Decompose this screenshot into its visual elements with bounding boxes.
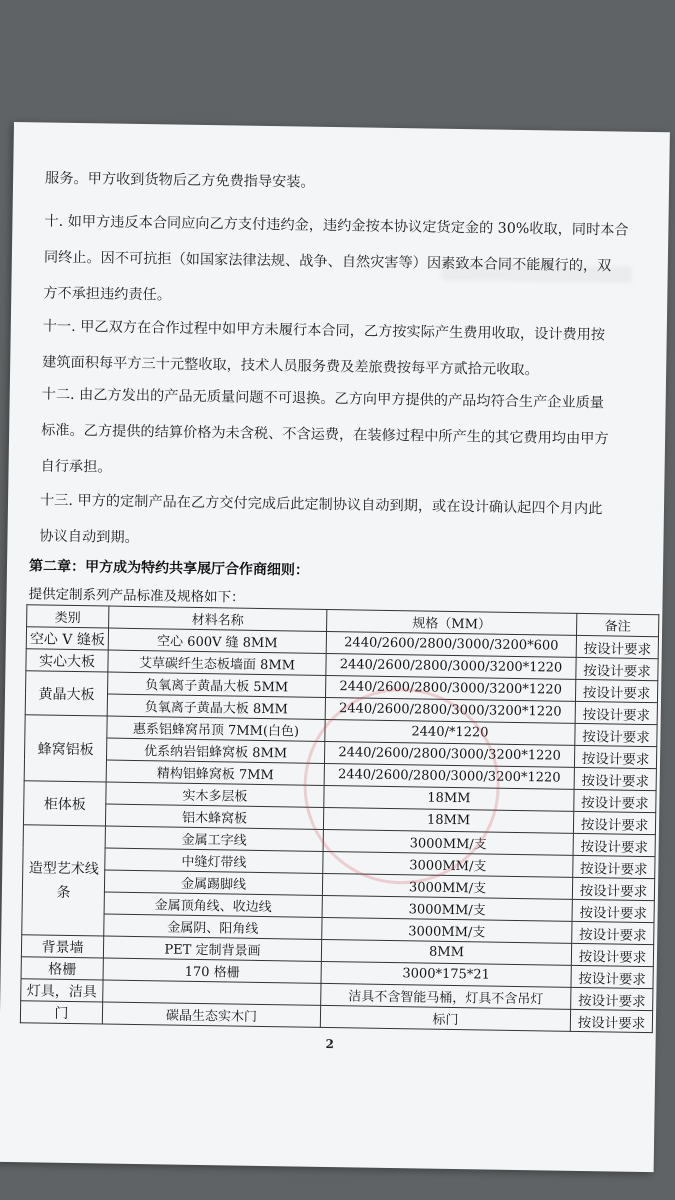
text-line: 标准。乙方提供的结算价格为未含税、不含运费，在装修过程中所产生的其它费用均由甲方 xyxy=(41,422,609,448)
cell-note: 按设计要求 xyxy=(574,767,656,790)
cell-note: 按设计要求 xyxy=(576,657,658,680)
cell-material: 惠系铝蜂窝吊顶 7MM(白色) xyxy=(107,716,325,741)
cell-spec: 2440/2600/2800/3000/3200*600 xyxy=(326,631,576,657)
cell-category: 蜂窝铝板 xyxy=(24,715,107,782)
document-page xyxy=(0,122,670,1172)
table-body xyxy=(20,627,658,1033)
cell-spec: 2440/2600/2800/3000/3200*1220 xyxy=(324,763,574,789)
cell-material: 中缝灯带线 xyxy=(105,848,323,873)
text-line: 建筑面积每平方三十元整收取，技术人员服务费及差旅费按每平方贰拾元收取。 xyxy=(42,354,539,379)
cell-material: 金属踢脚线 xyxy=(104,870,322,895)
cell-material: 负氧离子黄晶大板 5MM xyxy=(108,672,326,697)
cell-spec: 洁具不含智能马桶，灯具不含吊灯 xyxy=(321,983,571,1009)
cell-note: 按设计要求 xyxy=(572,877,654,900)
cell-spec: 3000MM/支 xyxy=(322,917,572,943)
cell-note: 按设计要求 xyxy=(573,833,655,856)
cell-note: 按设计要求 xyxy=(571,987,653,1010)
cell-note: 按设计要求 xyxy=(574,745,656,768)
cell-note: 按设计要求 xyxy=(573,811,655,834)
cell-note: 按设计要求 xyxy=(572,899,654,922)
cell-spec: 2440/2600/2800/3000/3200*1220 xyxy=(325,675,575,701)
paragraph-intro xyxy=(45,160,645,205)
cell-spec: 18MM xyxy=(324,785,574,811)
cell-note: 按设计要求 xyxy=(573,855,655,878)
cell-material: 铝木蜂窝板 xyxy=(105,804,323,829)
text-line: 协议自动到期。 xyxy=(39,528,139,547)
cell-note: 按设计要求 xyxy=(575,679,657,702)
cell-note: 按设计要求 xyxy=(571,943,653,966)
cell-material: 艾草碳纤生态板墙面 8MM xyxy=(108,650,326,675)
cell-material: 优系纳岩铝蜂窝板 8MM xyxy=(106,738,324,763)
header-material: 材料名称 xyxy=(109,606,327,631)
cell-spec: 标门 xyxy=(320,1005,570,1031)
text-line: 十一. 甲乙双方在合作过程中如甲方未履行本合同，乙方按实际产生费用收取，设计费用按 xyxy=(42,318,606,344)
cell-spec: 2440/*1220 xyxy=(325,719,575,745)
cell-category: 背景墙 xyxy=(21,935,103,958)
paragraph-clause-12 xyxy=(40,376,642,493)
table-intro: 提供定制系列产品标准及规格如下： xyxy=(28,586,245,606)
cell-note: 按设计要求 xyxy=(575,723,657,746)
cell-note: 按设计要求 xyxy=(575,701,657,724)
cell-material: 实木多层板 xyxy=(106,782,324,807)
cell-spec: 3000MM/支 xyxy=(323,829,573,855)
cell-category: 造型艺术线条 xyxy=(22,825,106,936)
paragraph-clause-10 xyxy=(43,203,645,320)
cell-material: PET 定制背景画 xyxy=(103,936,321,961)
cell-spec: 18MM xyxy=(323,807,573,833)
cell-spec: 3000MM/支 xyxy=(322,895,572,921)
cell-spec: 3000MM/支 xyxy=(323,851,573,877)
paragraph-clause-13 xyxy=(39,482,640,563)
cell-category: 格栅 xyxy=(21,957,103,980)
cell-material: 空心 600V 缝 8MM xyxy=(108,628,326,653)
text-line: 十二. 由乙方发出的产品无质量问题不可退换。乙方向甲方提供的产品均符合生产企业质量 xyxy=(41,386,605,412)
header-category: 类别 xyxy=(27,605,109,628)
text-line: 同终止。因不可抗拒（如国家法律法规、战争、自然灾害等）因素致本合同不能履行的，双 xyxy=(43,249,612,275)
cell-material: 金属阴、阳角线 xyxy=(104,914,322,939)
cell-spec: 2440/2600/2800/3000/3200*1220 xyxy=(324,741,574,767)
cell-category: 灯具，洁具 xyxy=(21,979,103,1002)
cell-spec: 2440/2600/2800/3000/3200*1220 xyxy=(325,697,575,723)
cell-material: 金属工字线 xyxy=(105,826,323,851)
cell-spec: 8MM xyxy=(321,939,571,965)
cell-category: 柜体板 xyxy=(23,781,106,826)
cell-category: 实心大板 xyxy=(26,649,108,672)
cell-note: 按设计要求 xyxy=(571,965,653,988)
cell-note: 按设计要求 xyxy=(572,921,654,944)
cell-category: 黄晶大板 xyxy=(25,671,108,716)
spec-table xyxy=(20,604,660,1033)
text-line: 服务。甲方收到货物后乙方免费指导安装。 xyxy=(44,170,315,191)
cell-category: 门 xyxy=(20,1001,102,1024)
cell-category: 空心 V 缝板 xyxy=(26,627,108,650)
page-number: 2 xyxy=(325,1037,335,1052)
text-line: 方不承担违约责任。 xyxy=(43,285,172,304)
cell-spec: 3000*175*21 xyxy=(321,961,571,987)
cell-note: 按设计要求 xyxy=(576,635,658,658)
cell-note: 按设计要求 xyxy=(570,1009,652,1032)
header-spec: 规格（MM） xyxy=(327,609,577,635)
cell-material: 碳晶生态实木门 xyxy=(102,1002,320,1027)
cell-material: 精构铝蜂窝板 7MM xyxy=(106,760,324,785)
cell-note: 按设计要求 xyxy=(574,789,656,812)
cell-material: 170 格栅 xyxy=(103,958,321,983)
cell-spec: 2440/2600/2800/3000/3200*1220 xyxy=(326,653,576,679)
cell-material: 金属顶角线、收边线 xyxy=(104,892,322,917)
text-line: 十. 如甲方违反本合同应向乙方支付违约金，违约金按本协议定货定金的 30%收取，同时本合 xyxy=(44,213,629,239)
header-note: 备注 xyxy=(577,613,659,636)
text-line: 十三. 甲方的定制产品在乙方交付完成后此定制协议自动到期，或在设计确认起四个月内此 xyxy=(39,492,603,518)
cell-spec: 3000MM/支 xyxy=(322,873,572,899)
chapter-title: 第二章：甲方成为特约共享展厅合作商细则： xyxy=(28,558,310,579)
text-line: 自行承担。 xyxy=(40,458,112,476)
cell-material: 负氧离子黄晶大板 8MM xyxy=(107,694,325,719)
